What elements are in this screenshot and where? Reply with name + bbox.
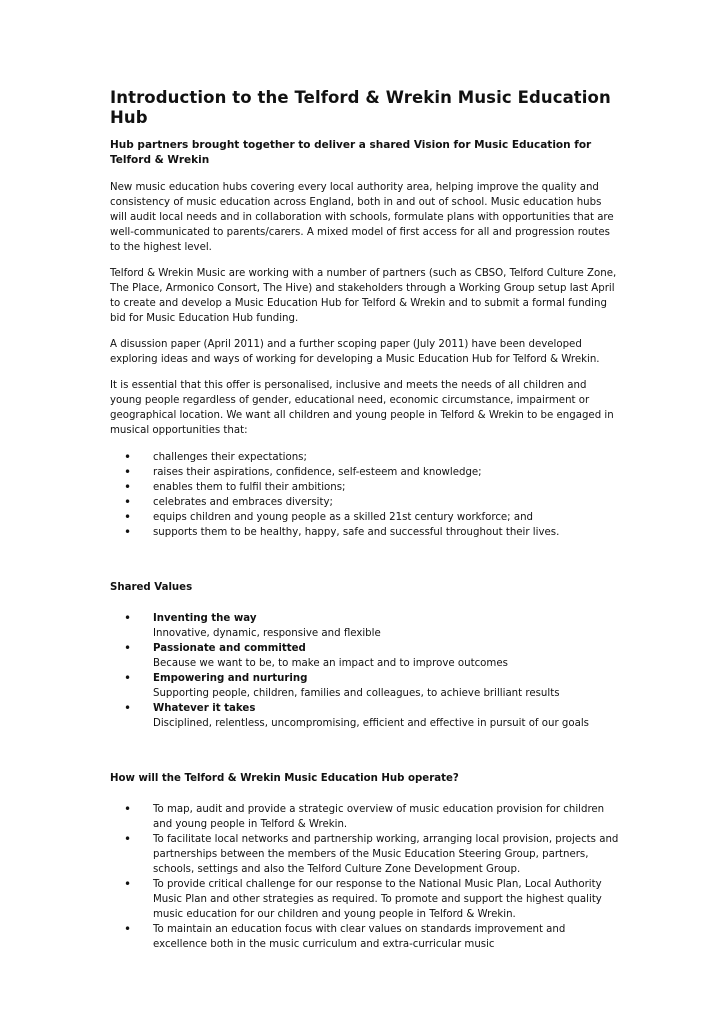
paragraph-papers: A disussion paper (April 2011) and a further scoping paper (July 2011) have been developed exploring ideas and ways of working for developing a Music Education Hub for Telford & Wrekin.	[110, 339, 600, 365]
bullet-icon: •	[124, 701, 132, 715]
bullet-icon: •	[124, 525, 132, 539]
bullet-icon: •	[124, 480, 132, 494]
document-subtitle: Hub partners brought together to deliver a shared Vision for Music Education for Telford & Wrekin	[110, 139, 592, 166]
value-description: Supporting people, children, families and colleagues, to achieve brilliant results	[153, 688, 560, 699]
list-item: • supports them to be healthy, happy, safe and successful throughout their lives.	[124, 525, 560, 539]
opportunities-list	[110, 450, 620, 540]
document-title: Introduction to the Telford & Wrekin Music Education Hub	[110, 88, 611, 127]
list-item	[110, 701, 620, 731]
value-description: Innovative, dynamic, responsive and flexible	[153, 628, 381, 639]
list-item: • To facilitate local networks and partnership working, arranging local provision, projects and partnerships between the members of the Music Education Steering Group, partners, schools, settings and also the Telford Culture Zone Development Group.	[124, 832, 619, 875]
list-item: • equips children and young people as a skilled 21st century workforce; and	[124, 510, 534, 524]
list-item	[110, 641, 620, 671]
bullet-icon: •	[124, 922, 132, 936]
operate-list	[110, 802, 620, 952]
paragraph-partners: Telford & Wrekin Music are working with a number of partners (such as CBSO, Telford Culture Zone, The Place, Armonico Consort, The Hive) and stakeholders through a Working Group setup last April to create and develop a Music Education Hub for Telford & Wrekin and to submit a formal funding bid for Music Education Hub funding.	[110, 268, 617, 324]
list-item: • challenges their expectations;	[124, 450, 307, 464]
operate-heading: How will the Telford & Wrekin Music Education Hub operate?	[110, 773, 459, 784]
list-item	[110, 671, 620, 701]
bullet-icon: •	[124, 495, 132, 509]
list-item: • To maintain an education focus with clear values on standards improvement and excellence both in the music curriculum and extra-curricular music	[124, 922, 566, 950]
value-title: Passionate and committed	[153, 643, 306, 654]
value-description: Because we want to be, to make an impact and to improve outcomes	[153, 658, 508, 669]
value-title: Whatever it takes	[153, 703, 256, 714]
bullet-icon: •	[124, 877, 132, 891]
bullet-icon: •	[124, 641, 132, 655]
value-title: Inventing the way	[153, 613, 257, 624]
shared-values-heading: Shared Values	[110, 582, 193, 593]
document-page	[110, 88, 620, 952]
list-item: • celebrates and embraces diversity;	[124, 495, 333, 509]
value-description: Disciplined, relentless, uncompromising, efficient and effective in pursuit of our goals	[153, 718, 589, 729]
value-title: Empowering and nurturing	[153, 673, 308, 684]
list-item: • raises their aspirations, confidence, self-esteem and knowledge;	[124, 465, 482, 479]
list-item: • To provide critical challenge for our response to the National Music Plan, Local Authority Music Plan and other strategies as required. To promote and support the highest quality music education for our children and young people in Telford & Wrekin.	[124, 877, 602, 920]
bullet-icon: •	[124, 450, 132, 464]
bullet-icon: •	[124, 802, 132, 816]
bullet-icon: •	[124, 832, 132, 846]
shared-values-list	[110, 611, 620, 731]
paragraph-hubs-overview: New music education hubs covering every local authority area, helping improve the quality and consistency of music education across England, both in and out of school. Music education hubs will audit local needs and in collaboration with schools, formulate plans with opportunities that are well-communicated to parents/carers. A mixed model of first access for all and progression routes to the highest level.	[110, 182, 614, 253]
paragraph-inclusive-offer: It is essential that this offer is personalised, inclusive and meets the needs of all children and young people regardless of gender, educational need, economic circumstance, impairment or geographical location. We want all children and young people in Telford & Wrekin to be engaged in musical opportunities that:	[110, 380, 614, 436]
bullet-icon: •	[124, 611, 132, 625]
list-item	[110, 611, 620, 641]
bullet-icon: •	[124, 671, 132, 685]
bullet-icon: •	[124, 465, 132, 479]
bullet-icon: •	[124, 510, 132, 524]
list-item: • To map, audit and provide a strategic overview of music education provision for children and young people in Telford & Wrekin.	[124, 802, 605, 830]
list-item: • enables them to fulfil their ambitions;	[124, 480, 346, 494]
